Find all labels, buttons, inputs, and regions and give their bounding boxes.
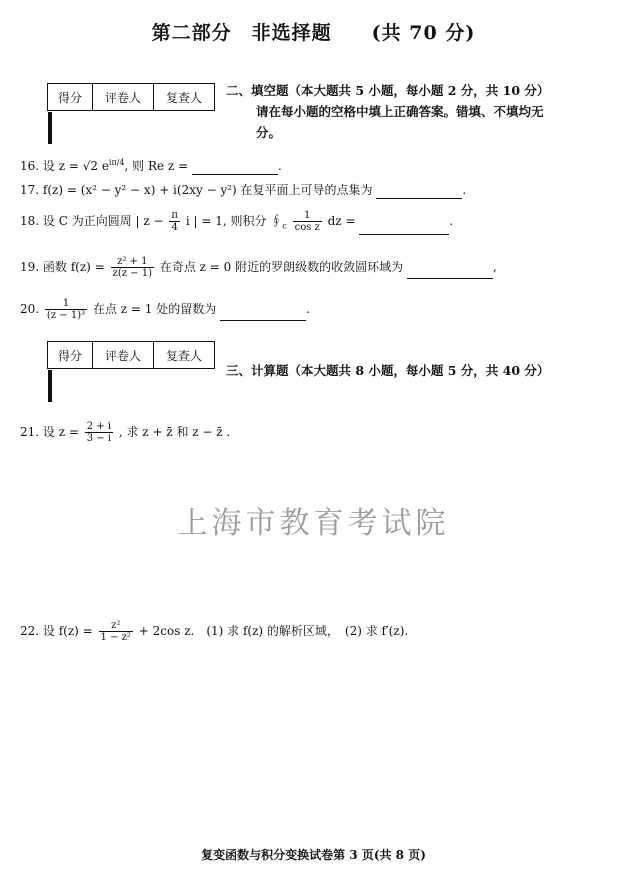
fraction-z: $\frac{2 + i}{3 - i}$	[86, 421, 112, 444]
section3-heading: 三、计算题（本大题共 8 小题，每小题 5 分，共 40 分）	[226, 363, 550, 378]
answer-blank-17[interactable]	[376, 186, 462, 199]
fraction-residue: $\frac{1}{\text{(z − 1)³}}$	[46, 298, 86, 321]
section2-instruction-cont: 分。	[256, 125, 282, 140]
fraction-pi-4: $\frac{\pi}{4}$	[171, 210, 178, 233]
answer-blank-16[interactable]	[192, 162, 278, 175]
answer-blank-19[interactable]	[407, 266, 493, 279]
reviewer-cell[interactable]	[50, 371, 51, 402]
reviewer-cell[interactable]	[50, 113, 51, 144]
reviewer-label: 复查人	[154, 342, 215, 369]
answer-blank-18[interactable]	[359, 222, 449, 235]
section2-instruction: 请在每小题的空格中填上正确答案。错填、不填均无	[256, 104, 544, 119]
page-title: 第二部分 非选择题 (共 70 分)	[151, 22, 476, 44]
fraction-f22: $\frac{\text{z²}}{\text{1 − z²}}$	[100, 620, 131, 643]
score-label: 得分	[48, 84, 93, 111]
score-label: 得分	[48, 342, 93, 369]
question-17: 17. f(z) = (x² − y² − x) + i(2xy − y²) 在复平面上可导的点集为 .	[20, 183, 467, 197]
answer-blank-20[interactable]	[220, 308, 306, 321]
question-22: 22. 设 f(z) = $\frac{\text{z²}}{\text{1 − z²}}$ + 2cos z. (1) 求 f(z) 的解析区域， (2) 求 f′(z).	[20, 620, 409, 643]
fraction-integrand: $\frac{1}{\text{cos z}}$	[294, 210, 320, 233]
section2-heading: 二、填空题（本大题共 5 小题，每小题 2 分，共 10 分）	[226, 83, 550, 98]
watermark: 上海市教育考试院	[177, 506, 450, 541]
page-footer: 复变函数与积分变换试卷第 3 页(共 8 页)	[201, 848, 426, 862]
question-20: 20. $\frac{1}{\text{(z − 1)³}}$ 在点 z = 1 处的留数为 .	[20, 298, 310, 321]
grader-label: 评卷人	[93, 84, 154, 111]
fraction-f: $\frac{\text{z² + 1}}{z(z - 1)}$	[112, 256, 152, 279]
question-18: 18. 设 C 为正向圆周 | z − $\frac{\pi}{4}$ i | = 1, 则积分 $∮_c$ $\frac{1}{\text{cos z}}$ dz = .	[20, 210, 453, 235]
question-21: 21. 设 z = $\frac{2 + i}{3 - i}$ , 求 z + z̄ 和 z − z̄ .	[20, 421, 231, 444]
question-19: 19. 函数 f(z) = $\frac{\text{z² + 1}}{z(z - 1)}$ 在奇点 z = 0 附近的罗朗级数的收敛圆环域为 ,	[20, 256, 497, 279]
reviewer-label: 复查人	[154, 84, 215, 111]
grader-label: 评卷人	[93, 342, 154, 369]
score-table-1	[47, 83, 215, 125]
score-table-2	[47, 341, 215, 383]
question-16: 16. 设 z = √2 $e^{i\pi/4}$, 则 Re z = .	[20, 158, 282, 173]
